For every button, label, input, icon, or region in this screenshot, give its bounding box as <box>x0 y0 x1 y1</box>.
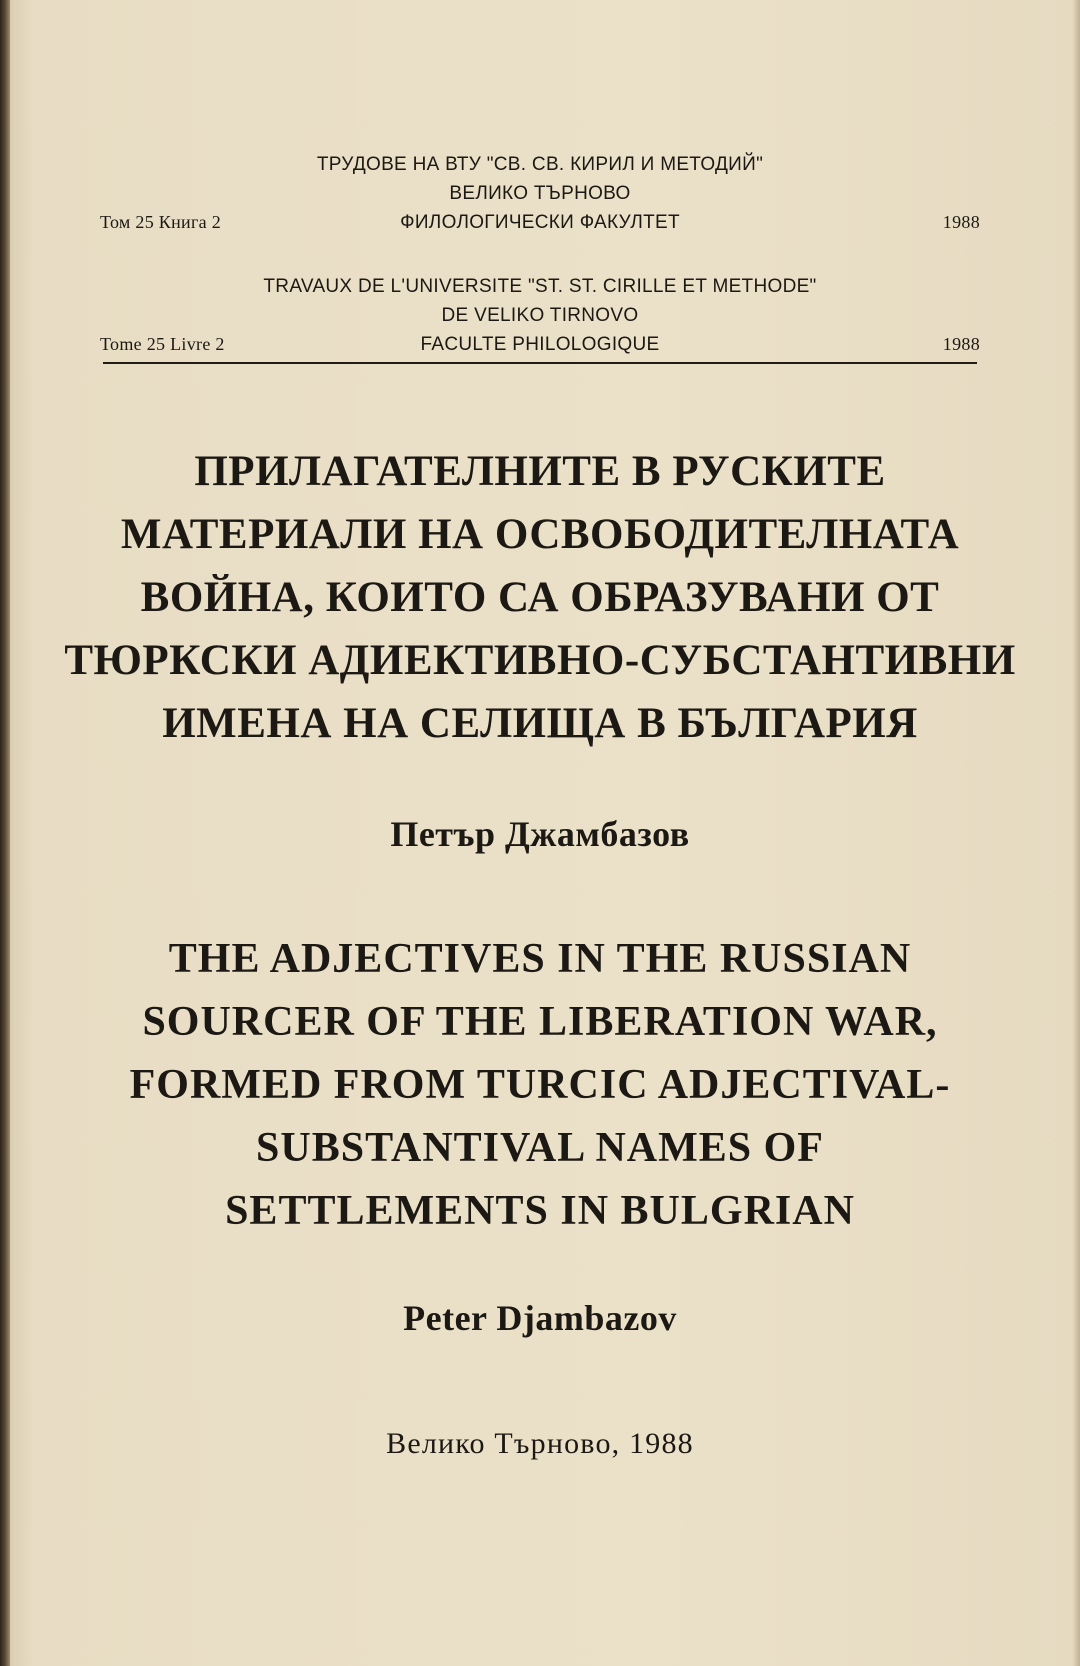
title-en-line: THE ADJECTIVES IN THE RUSSIAN <box>168 936 912 982</box>
place-and-year: Велико Търново, 1988 <box>386 1427 694 1460</box>
header-fr-line2: DE VELIKO TIRNOVO <box>441 305 639 326</box>
title-bg-line: ИМЕНА НА СЕЛИЩА В БЪЛГАРИЯ <box>162 700 918 747</box>
title-en-line: SUBSTANTIVAL NAMES OF <box>256 1125 824 1171</box>
header-fr-volume: Tome 25 Livre 2 <box>100 334 225 354</box>
title-bg-line: ПРИЛАГАТЕЛНИТЕ В РУСКИТЕ <box>194 448 886 495</box>
title-en-line: FORMED FROM TURCIC ADJECTIVAL- <box>129 1062 951 1108</box>
title-bg-line: ТЮРКСКИ АДИЕКТИВНО-СУБСТАНТИВНИ <box>64 637 1016 684</box>
header-bulgarian <box>100 150 980 237</box>
header-french <box>100 272 980 359</box>
header-fr-line1: TRAVAUX DE L'UNIVERSITE "ST. ST. CIRILLE ET METHODE" <box>263 276 817 297</box>
title-bulgarian <box>60 440 1020 755</box>
header-bg-faculty: ФИЛОЛОГИЧЕСКИ ФАКУЛТЕТ <box>400 212 680 233</box>
page-edge-shadow <box>1072 0 1080 1666</box>
header-fr-row <box>100 330 980 359</box>
title-bg-line: ВОЙНА, КОИТО СА ОБРАЗУВАНИ ОТ <box>140 574 940 621</box>
author-bulgarian: Петър Джамбазов <box>390 814 690 854</box>
header-fr-faculty: FACULTE PHILOLOGIQUE <box>420 334 660 355</box>
header-bg-line1: ТРУДОВЕ НА ВТУ "СВ. СВ. КИРИЛ И МЕТОДИЙ" <box>316 154 764 175</box>
title-en-line: SETTLEMENTS IN BULGRIAN <box>225 1188 855 1234</box>
book-spine-shadow <box>0 0 10 1666</box>
header-bg-row <box>100 208 980 237</box>
title-en-line: SOURCER OF THE LIBERATION WAR, <box>142 999 938 1045</box>
author-english: Peter Djambazov <box>403 1298 677 1338</box>
header-bg-line2: ВЕЛИКО ТЪРНОВО <box>449 183 631 204</box>
title-english <box>60 928 1020 1243</box>
header-rule <box>103 362 977 364</box>
header-fr-year: 1988 <box>942 334 980 354</box>
header-bg-volume: Том 25 Книга 2 <box>100 212 222 232</box>
title-bg-line: МАТЕРИАЛИ НА ОСВОБОДИТЕЛНАТА <box>120 511 960 558</box>
header-bg-year: 1988 <box>942 212 980 232</box>
